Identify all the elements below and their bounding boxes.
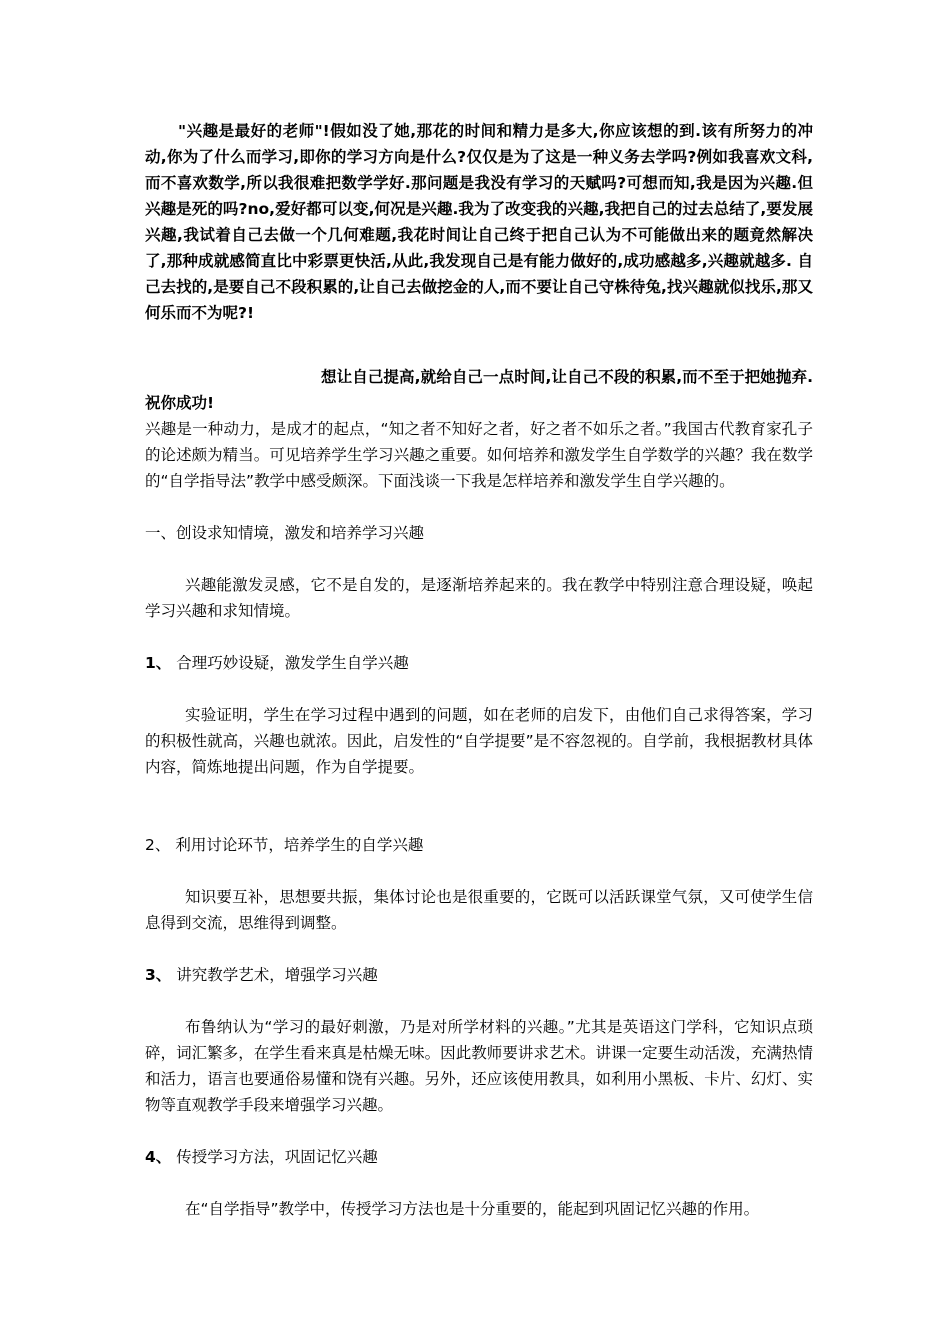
item-2-body: 知识要互补，思想要共振，集体讨论也是很重要的，它既可以活跃课堂气氛，又可使学生信息得到交流，思维得到调整。 [145,888,813,932]
item-3-heading [145,962,813,988]
item-2-title: 利用讨论环节，培养学生的自学兴趣 [175,836,424,854]
item-4-body: 在“自学指导”教学中，传授学习方法也是十分重要的，能起到巩固记忆兴趣的作用。 [185,1200,760,1218]
item-4-title: 传授学习方法，巩固记忆兴趣 [176,1148,378,1166]
intro-paragraph: "兴趣是最好的老师"!假如没了她,那花的时间和精力是多大,你应该想的到.该有所努力的冲动,你为了什么而学习,即你的学习方向是什么?仅仅是为了这是一种义务去学吗?例如我喜欢文科,而不喜欢数学,所以我很难把数学学好.那问题是我没有学习的天赋吗?可想而知,我是因为兴趣.但兴趣是死的吗?no,爱好都可以变,何况是兴趣.我为了改变我的兴趣,我把自己的过去总结了,要发展兴趣,我试着自己去做一个几何难题,我花时间让自己终于把自己认为不可能做出来的题竟然解决了,那种成就感简直比中彩票更快活,从此,我发现自己是有能力做好的,成功感越多,兴趣就越多. 自己去找的,是要自己不段积累的,让自己去做挖金的人,而不要让自己守株待兔,找兴趣就似找乐,那又何乐而不为呢?! [145,122,813,322]
item-4-number: 4、 [145,1148,172,1166]
item-3-title: 讲究教学艺术，增强学习兴趣 [176,966,378,984]
closing-wish: 想让自己提高,就给自己一点时间,让自己不段的积累,而不至于把她抛弃.祝你成功! [145,368,813,412]
item-1-title: 合理巧妙设疑，激发学生自学兴趣 [176,654,409,672]
item-2-number: 2、 [145,836,171,854]
item-2-heading [145,832,813,858]
item-1-heading [145,650,813,676]
document-page [145,118,813,1222]
item-1-body: 实验证明，学生在学习过程中遇到的问题，如在老师的启发下，由他们自己求得答案，学习的积极性就高，兴趣也就浓。因此，启发性的“自学提要”是不容忽视的。自学前，我根据教材具体内容，简炼地提出问题，作为自学提要。 [145,706,813,776]
item-1-number: 1、 [145,654,172,672]
essay-intro: 兴趣是一种动力，是成才的起点，“知之者不知好之者，好之者不如乐之者。”我国古代教育家孔子的论述颇为精当。可见培养学生学习兴趣之重要。如何培养和激发学生自学数学的兴趣？我在数学的“自学指导法”教学中感受颇深。下面浅谈一下我是怎样培养和激发学生自学兴趣的。 [145,420,813,490]
item-3-body: 布鲁纳认为“学习的最好刺激，乃是对所学材料的兴趣。”尤其是英语这门学科，它知识点琐碎，词汇繁多，在学生看来真是枯燥无味。因此教师要讲求艺术。讲课一定要生动活泼，充满热情和活力，语言也要通俗易懂和饶有兴趣。另外，还应该使用教具，如利用小黑板、卡片、幻灯、实物等直观教学手段来增强学习兴趣。 [145,1018,813,1114]
section-one-body: 兴趣能激发灵感，它不是自发的，是逐渐培养起来的。我在教学中特别注意合理设疑，唤起学习兴趣和求知情境。 [145,576,813,620]
item-3-number: 3、 [145,966,172,984]
item-4-heading [145,1144,813,1170]
section-one-title: 一、创设求知情境，激发和培养学习兴趣 [145,524,425,542]
